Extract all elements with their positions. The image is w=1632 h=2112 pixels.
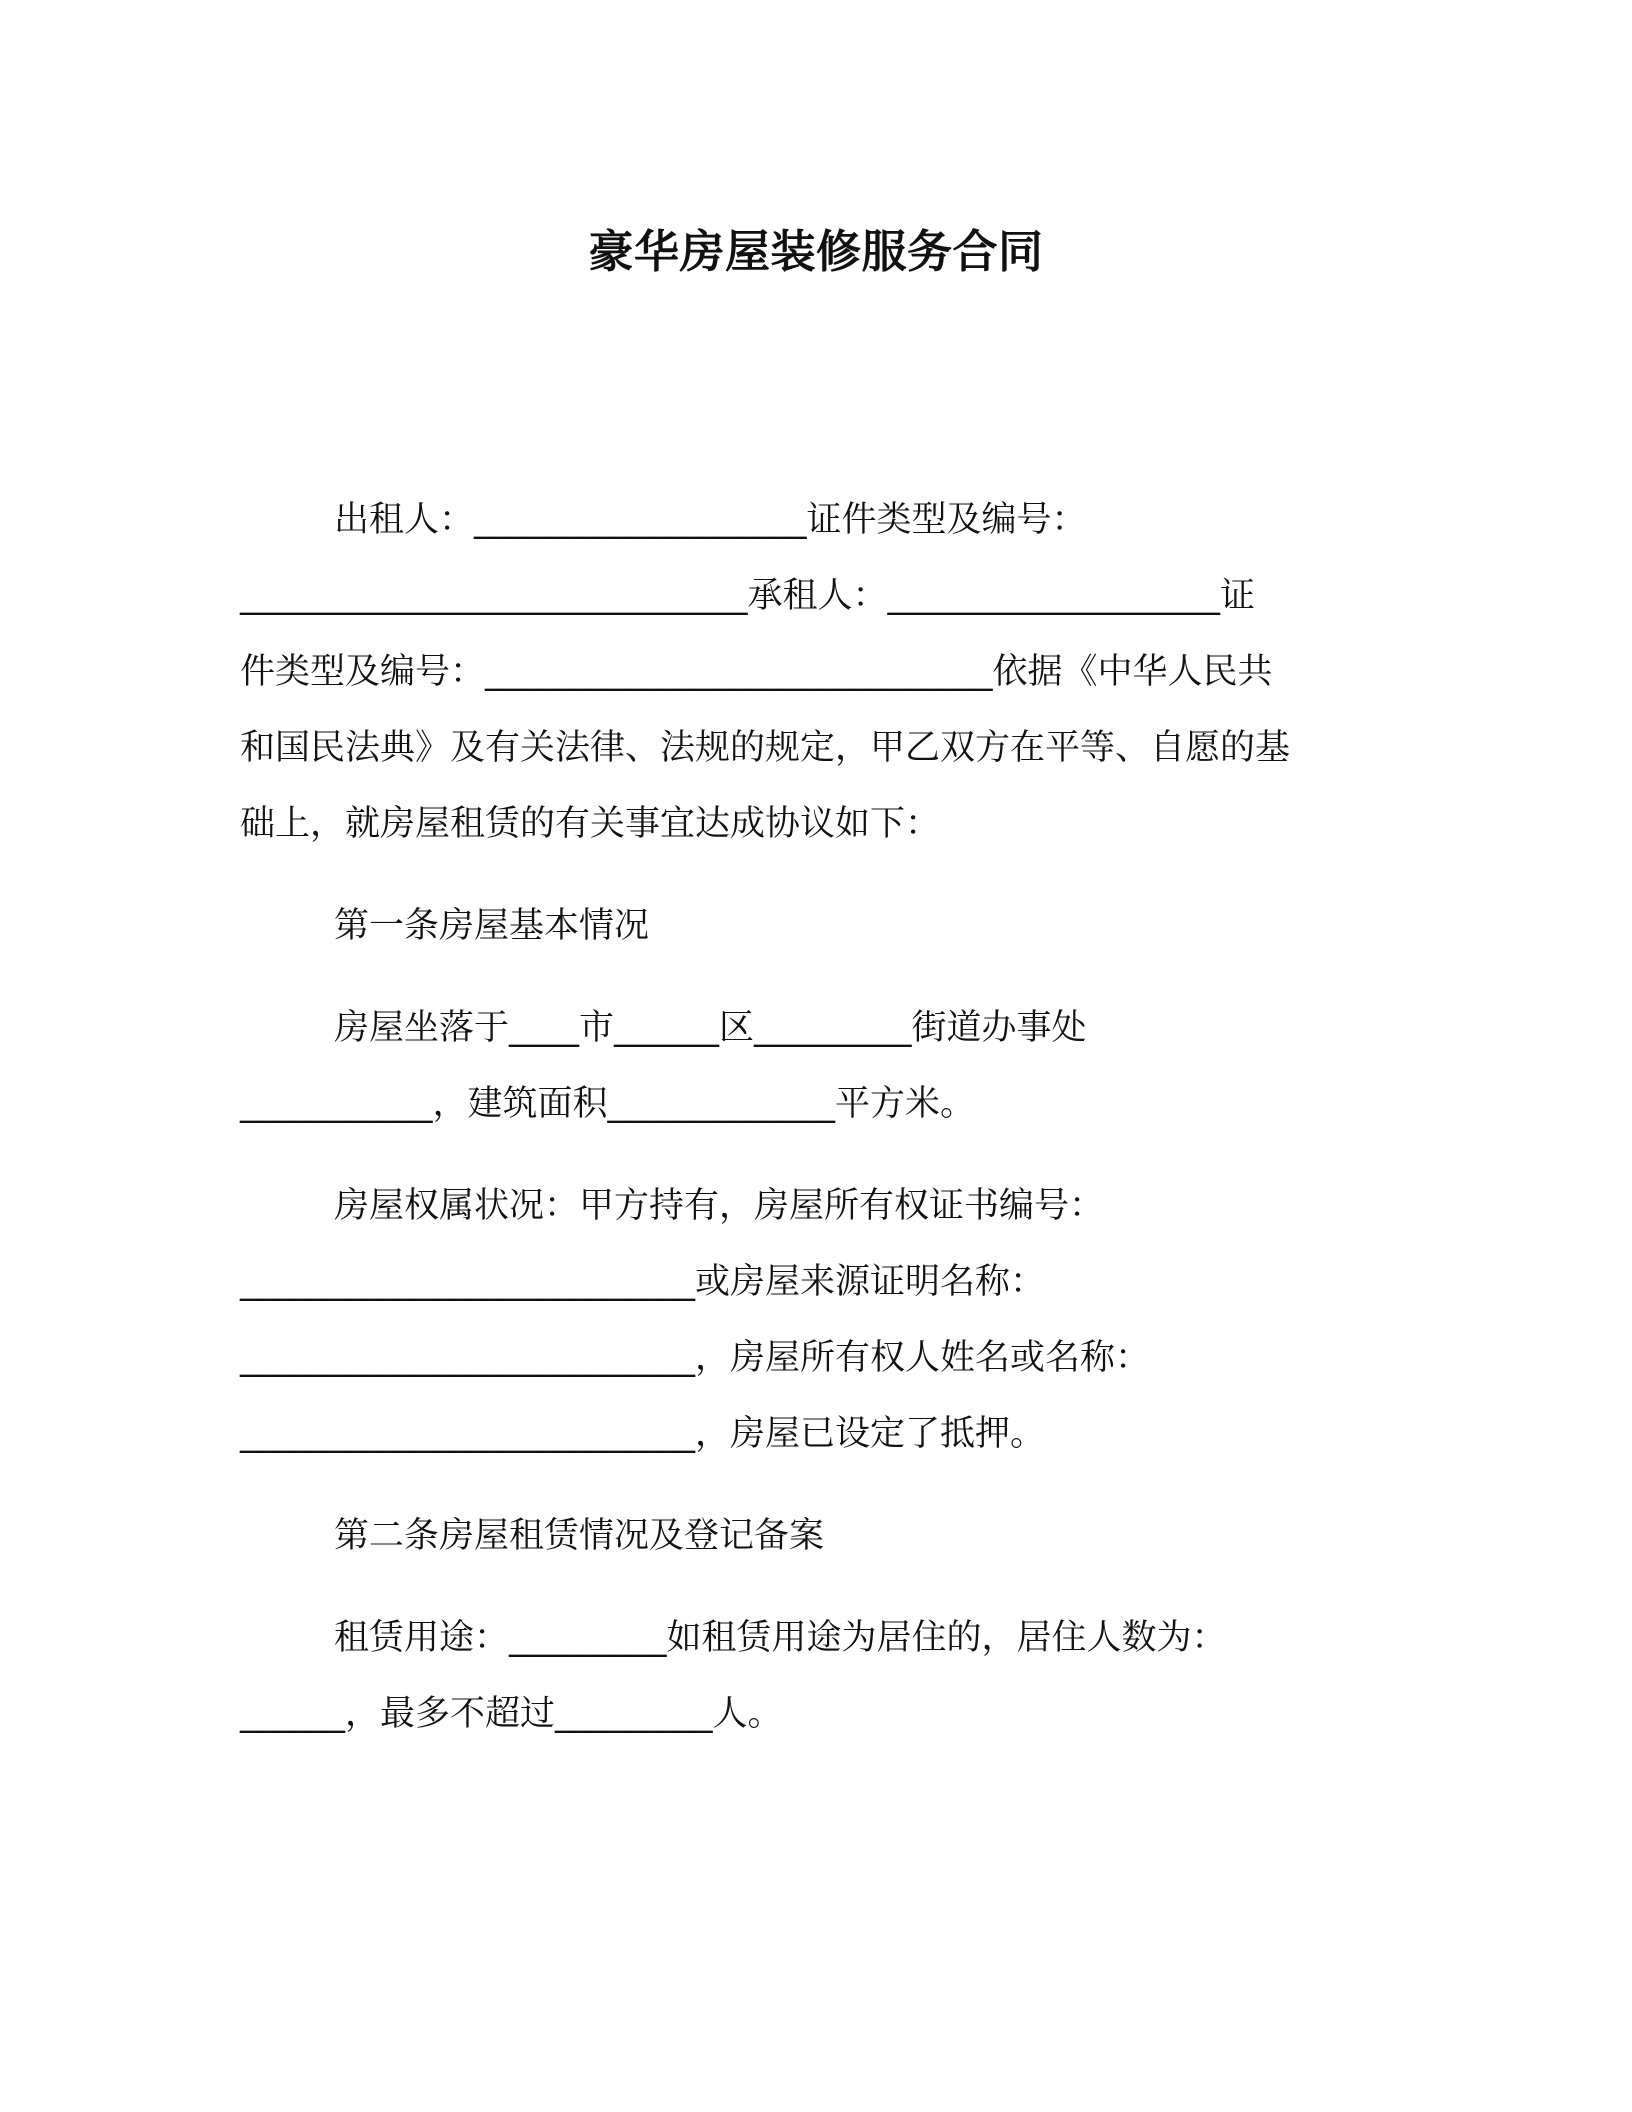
paragraph-line: 出租人：___________________证件类型及编号：	[334, 500, 1087, 540]
paragraph-line: ___________，建筑面积_____________平方米。	[240, 1084, 976, 1124]
section-heading: 第二条房屋租赁情况及登记备案	[334, 1516, 825, 1556]
paragraph-line: 和国民法典》及有关法律、法规的规定，甲乙双方在平等、自愿的基	[240, 728, 1291, 768]
paragraph-line: __________________________或房屋来源证明名称：	[240, 1262, 1046, 1302]
paragraph-line: 件类型及编号：_____________________________依据《中华人民共	[240, 652, 1273, 692]
paragraph-line: _____________________________承租人：___________________证	[240, 576, 1256, 616]
paragraph-line: __________________________，房屋已设定了抵押。	[240, 1414, 1046, 1454]
document-title: 豪华房屋装修服务合同	[588, 225, 1044, 278]
paragraph-line: 房屋坐落于____市______区_________街道办事处	[334, 1008, 1087, 1048]
paragraph-line: __________________________，房屋所有权人姓名或名称：	[240, 1338, 1151, 1378]
paragraph-line: 房屋权属状况：甲方持有，房屋所有权证书编号：	[334, 1186, 1105, 1226]
paragraph-line: 租赁用途：_________如租赁用途为居住的，居住人数为：	[334, 1618, 1227, 1658]
section-heading: 第一条房屋基本情况	[334, 906, 650, 946]
paragraph-line: 础上，就房屋租赁的有关事宜达成协议如下：	[240, 804, 941, 844]
paragraph-line: ______，最多不超过_________人。	[240, 1694, 783, 1734]
